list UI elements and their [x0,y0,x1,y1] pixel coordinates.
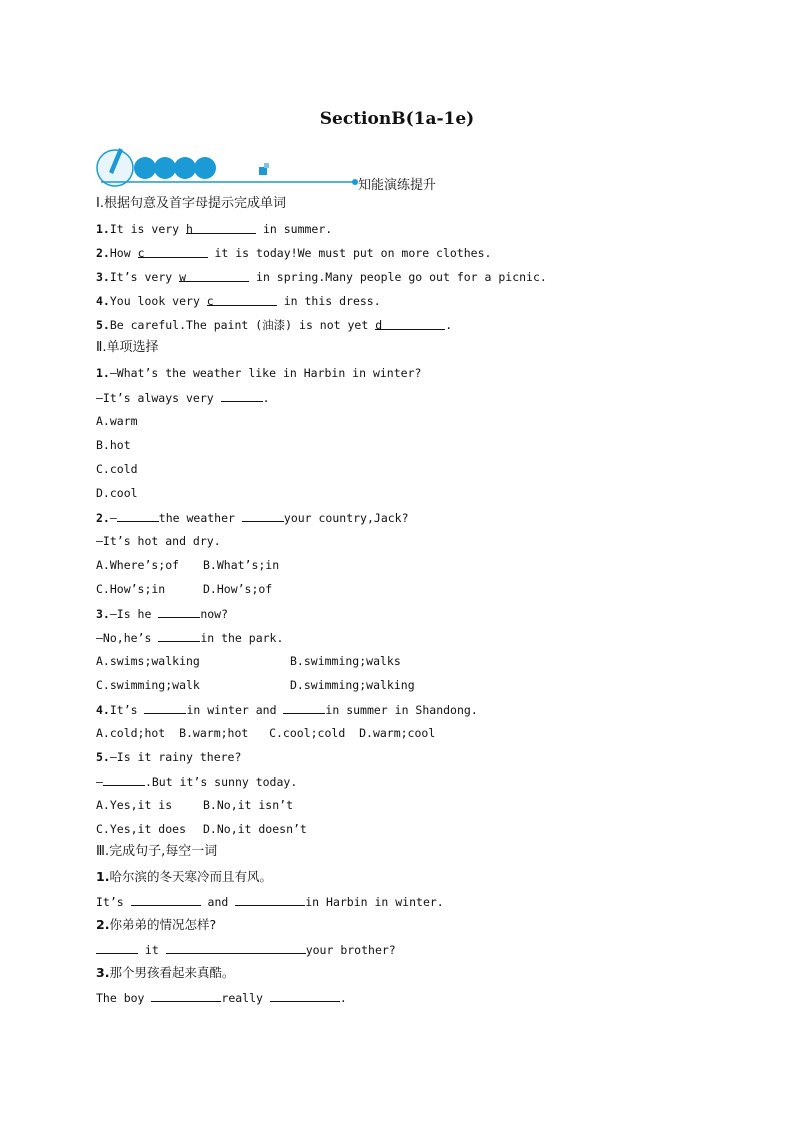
q5-option-a[interactable]: A.Yes,it is [96,798,173,812]
q5-option-c[interactable]: C.Yes,it does [96,822,187,836]
q3-options-row2 [96,677,415,693]
p3-q1-answer: It’s and in Harbin in winter. [96,895,444,909]
answer-blank[interactable] [221,389,263,402]
q1-stem: 1.—What’s the weather like in Harbin in winter? [96,366,422,380]
answer-blank[interactable] [242,509,284,522]
answer-blank[interactable] [144,701,186,714]
answer-blank[interactable]: c [138,245,208,258]
answer-blank[interactable] [96,941,138,954]
p3-q1-prompt: 1.哈尔滨的冬天寒冷而且有风。 [96,869,272,884]
page-title: SectionB(1a-1e) [319,109,475,129]
banner-label: 知能演练提升 [358,178,437,193]
answer-blank[interactable] [166,941,306,954]
q3-option-b[interactable]: B.swimming;walks [290,654,401,668]
part2-heading: Ⅱ.单项选择 [96,340,159,355]
p3-q2-prompt: 2.你弟弟的情况怎样? [96,917,217,932]
answer-blank[interactable] [158,605,200,618]
answer-blank[interactable] [131,893,201,906]
answer-blank[interactable] [158,629,200,642]
q2-option-c[interactable]: C.How’s;in [96,582,166,596]
answer-blank[interactable]: c [207,293,277,306]
q3-option-a[interactable]: A.swims;walking [96,654,200,668]
answer-blank[interactable] [103,773,145,786]
q2-option-a[interactable]: A.Where’s;of [96,558,180,572]
answer-blank[interactable]: d [375,317,445,330]
q2-option-b[interactable]: B.What’s;in [203,558,280,572]
answer-blank[interactable] [283,701,325,714]
answer-blank[interactable] [235,893,305,906]
q5-answer-line: — .But it’s sunny today. [96,775,298,789]
answer-blank[interactable] [117,509,159,522]
q2-options-row1 [96,557,280,573]
q5-option-b[interactable]: B.No,it isn’t [203,798,294,812]
part1-item-4: 4.You look very c in this dress. [96,294,381,308]
p3-q3-prompt: 3.那个男孩看起来真酷。 [96,965,235,980]
part1-heading: Ⅰ.根据句意及首字母提示完成单词 [96,196,286,211]
part1-item-5: 5.Be careful.The paint (油漆) is not yet d . [96,318,453,332]
q2-answer-line: —It’s hot and dry. [96,534,221,548]
q1-option-c[interactable]: C.cold [96,462,138,476]
q3-option-c[interactable]: C.swimming;walk [96,678,200,692]
q5-options-row1 [96,797,294,813]
q3-answer-line: —No,he’s in the park. [96,631,284,645]
q3-option-d[interactable]: D.swimming;walking [290,678,415,692]
q3-options-row1 [96,653,401,669]
q5-option-d[interactable]: D.No,it doesn’t [203,822,307,836]
q5-stem: 5.—Is it rainy there? [96,750,242,764]
q3-stem: 3.—Is he now? [96,607,229,621]
p3-q2-answer: it your brother? [96,941,396,958]
q1-answer-line: —It’s always very . [96,391,270,405]
answer-blank[interactable]: w [179,269,249,282]
answer-blank[interactable] [270,989,340,1002]
q1-option-b[interactable]: B.hot [96,438,131,452]
q4-stem: 4.It’s in winter and in summer in Shandong. [96,703,478,717]
part1-item-1: 1.It is very h in summer. [96,222,333,236]
q2-stem: 2.— the weather your country,Jack? [96,511,409,525]
part1-item-3: 3.It’s very w in spring.Many people go out for a picnic. [96,270,547,284]
part3-heading: Ⅲ.完成句子,每空一词 [96,844,218,859]
answer-blank[interactable]: h [186,221,256,234]
q2-option-d[interactable]: D.How’s;of [203,582,273,596]
p3-q3-answer: The boy really . [96,991,347,1005]
answer-blank[interactable] [151,989,221,1002]
q1-option-d[interactable]: D.cool [96,486,138,500]
q4-options[interactable]: A.cold;hot B.warm;hot C.cool;cold D.warm;cool [96,726,436,740]
part1-item-2: 2.How c it is today!We must put on more clothes. [96,246,492,260]
q1-option-a[interactable]: A.warm [96,414,138,428]
q5-options-row2 [96,821,307,837]
q2-options-row2 [96,581,273,597]
